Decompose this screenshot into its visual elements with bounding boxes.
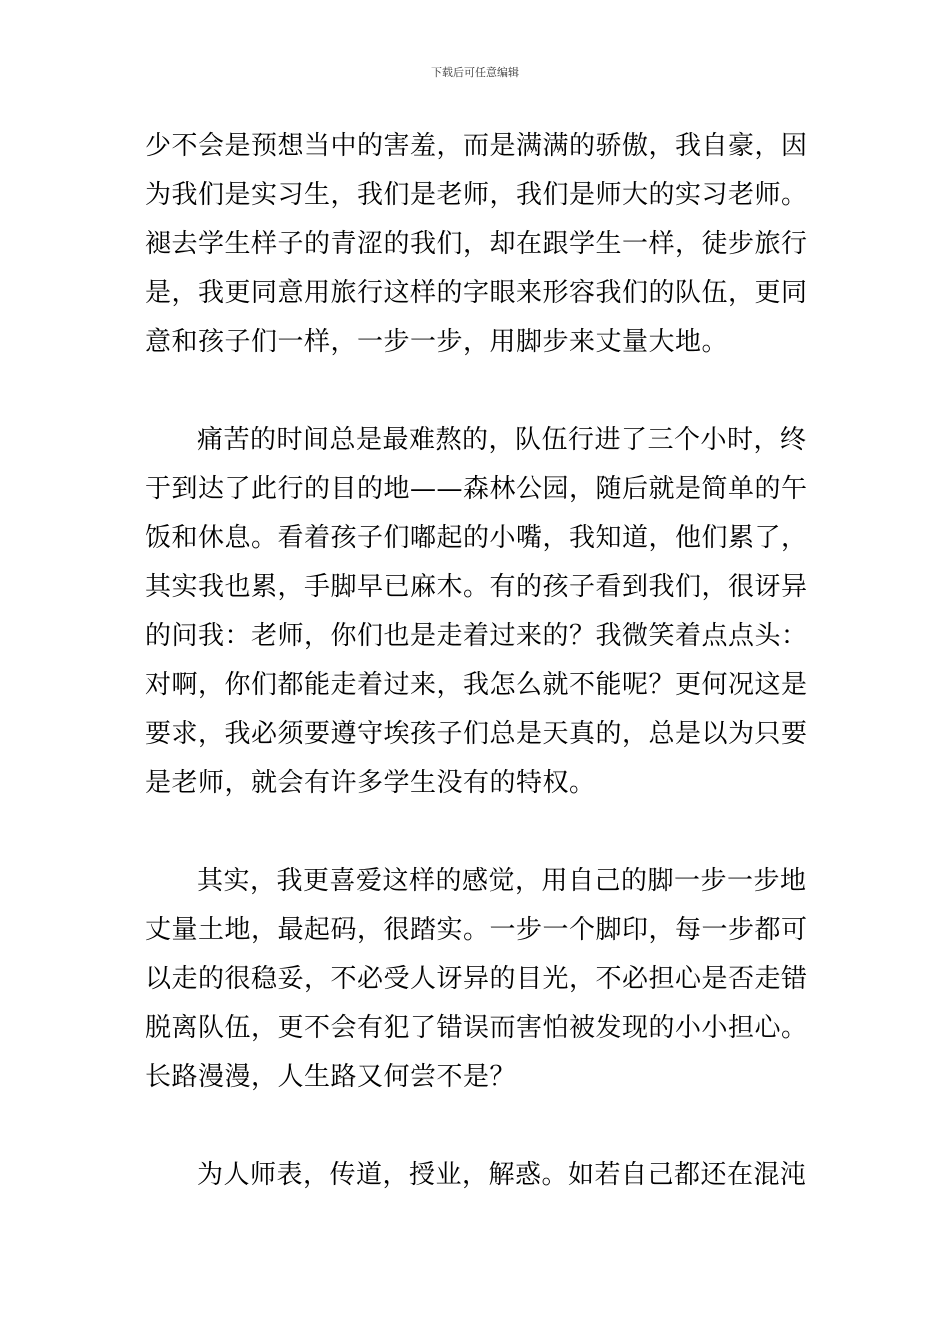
paragraph-line: 要求，我必须要遵守埃孩子们总是天真的，总是以为只要 xyxy=(145,719,808,749)
paragraph-spacer xyxy=(145,1102,809,1151)
paragraph-2 xyxy=(145,416,809,808)
paragraph-line: 少不会是预想当中的害羞，而是满满的骄傲，我自豪，因 xyxy=(145,131,808,161)
paragraph-line: 丈量土地，最起码，很踏实。一步一个脚印，每一步都可 xyxy=(145,915,808,945)
paragraph-line: 是老师，就会有许多学生没有的特权。 xyxy=(145,768,596,798)
document-body xyxy=(145,122,809,1200)
paragraph-3 xyxy=(145,857,809,1102)
paragraph-line: 意和孩子们一样，一步一步，用脚步来丈量大地。 xyxy=(145,327,729,357)
paragraph-4 xyxy=(145,1151,809,1200)
paragraph-line: 长路漫漫，人生路又何尝不是？ xyxy=(145,1062,517,1092)
paragraph-line: 饭和休息。看着孩子们嘟起的小嘴，我知道，他们累了， xyxy=(145,523,808,553)
paragraph-line: 为我们是实习生，我们是老师，我们是师大的实习老师。 xyxy=(145,180,808,210)
paragraph-spacer xyxy=(145,808,809,857)
paragraph-line: 为人师表，传道，授业，解惑。如若自己都还在混沌 xyxy=(197,1160,807,1190)
paragraph-line: 以走的很稳妥，不必受人讶异的目光，不必担心是否走错 xyxy=(145,964,808,994)
paragraph-line: 是，我更同意用旅行这样的字眼来形容我们的队伍，更同 xyxy=(145,278,808,308)
paragraph-line: 脱离队伍，更不会有犯了错误而害怕被发现的小小担心。 xyxy=(145,1013,808,1043)
paragraph-line: 的问我：老师，你们也是走着过来的？我微笑着点点头： xyxy=(145,621,808,651)
paragraph-line: 痛苦的时间总是最难熬的，队伍行进了三个小时，终 xyxy=(197,425,807,455)
paragraph-line: 对啊，你们都能走着过来，我怎么就不能呢？更何况这是 xyxy=(145,670,808,700)
paragraph-1 xyxy=(145,122,809,367)
paragraph-line: 其实我也累，手脚早已麻木。有的孩子看到我们，很讶异 xyxy=(145,572,808,602)
paragraph-line: 褪去学生样子的青涩的我们，却在跟学生一样，徒步旅行 xyxy=(145,229,808,259)
page-header: 下载后可任意编辑 xyxy=(431,66,519,79)
paragraph-line: 于到达了此行的目的地——森林公园，随后就是简单的午 xyxy=(145,474,808,504)
paragraph-line: 其实，我更喜爱这样的感觉，用自己的脚一步一步地 xyxy=(197,866,807,896)
paragraph-spacer xyxy=(145,367,809,416)
